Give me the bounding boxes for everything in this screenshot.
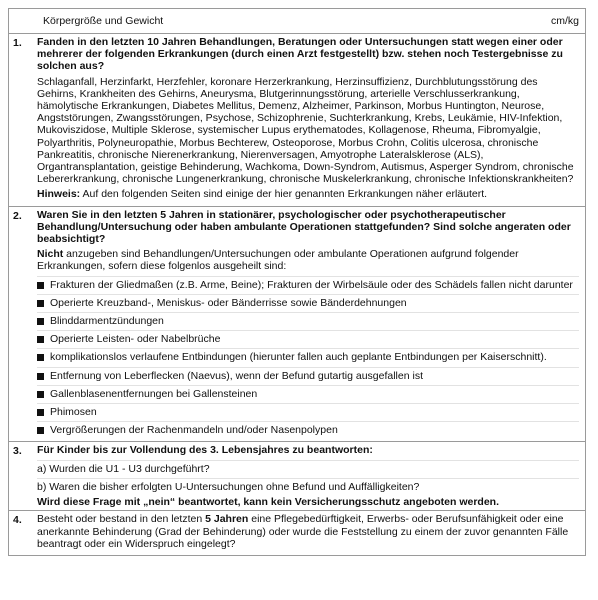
- bullet-square-icon: [37, 354, 44, 361]
- exclusion-list: [37, 276, 579, 440]
- list-item: komplikationslos verlaufene Entbindungen (hierunter fallen auch geplante Entbindungen per Kaiserschnitt).: [37, 348, 579, 366]
- bullet-square-icon: [37, 336, 44, 343]
- height-weight-row: [9, 9, 585, 34]
- question-4: [9, 511, 585, 555]
- exclusion-note-bold: Nicht: [37, 248, 64, 261]
- question-2: [9, 207, 585, 443]
- hint-paragraph: [37, 188, 579, 200]
- bullet-square-icon: [37, 282, 44, 289]
- bullet-square-icon: [37, 409, 44, 416]
- bullet-square-icon: [37, 427, 44, 434]
- list-item: Vergrößerungen der Rachenmandeln und/oder Nasenpolypen: [37, 421, 579, 439]
- list-item: Blinddarmentzündungen: [37, 312, 579, 330]
- question-1-number: 1.: [13, 37, 22, 49]
- question-4-text: Besteht oder bestand in den letzten 5 Jahren eine Pflegebedürftigkeit, Erwerbs- oder Berufsunfähigkeit oder eine anerkannte Behinderung (Grad der Behinderung) oder wurde die Feststellung zu einem der zuvor genannten Fälle beantragt oder ein Widerspruch eingelegt?: [37, 513, 569, 550]
- list-item: Entfernung von Leberflecken (Naevus), wenn der Befund gutartig ausgefallen ist: [37, 367, 579, 385]
- bullet-square-icon: [37, 391, 44, 398]
- question-1: [9, 34, 585, 207]
- question-3a: a) Wurden die U1 - U3 durchgeführt?: [37, 460, 579, 478]
- list-item: Operierte Kreuzband-, Meniskus- oder Bänderrisse sowie Bänderdehnungen: [37, 294, 579, 312]
- unit-label: cm/kg: [550, 15, 579, 27]
- question-4-number: 4.: [13, 514, 22, 527]
- bullet-square-icon: [37, 318, 44, 325]
- question-2-number: 2.: [13, 209, 22, 222]
- hint-text: Auf den folgenden Seiten sind einige der hier genannten Erkrankungen näher erläutert.: [80, 188, 488, 201]
- question-3-warning: Wird diese Frage mit „nein“ beantwortet, kann kein Versicherungsschutz angeboten werden.: [37, 496, 500, 509]
- list-item: Frakturen der Gliedmaßen (z.B. Arme, Beine); Frakturen der Wirbelsäule oder des Schädels fallen nicht darunter: [37, 276, 579, 294]
- question-2-text: Waren Sie in den letzten 5 Jahren in stationärer, psychologischer oder psychotherapeutischer Behandlung/Untersuchung oder haben ambulante Operationen stattgefunden? Sind solche angeraten oder beabsichtigt?: [37, 208, 571, 246]
- hint-label: Hinweis:: [37, 188, 81, 201]
- bullet-square-icon: [37, 373, 44, 380]
- exclusion-note: [37, 248, 579, 272]
- question-3b: b) Waren die bisher erfolgten U-Untersuchungen ohne Befund und Auffälligkeiten?: [37, 478, 579, 496]
- bullet-square-icon: [37, 300, 44, 307]
- exclusion-note-text: anzugeben sind Behandlungen/Untersuchungen oder ambulante Operationen aufgrund folgender Erkrankungen, sofern diese folgenlos ausgeheilt sind:: [37, 248, 519, 273]
- disease-list: Schlaganfall, Herzinfarkt, Herzfehler, koronare Herzerkrankung, Herzinsuffizienz, Durchblutungsstörung des Gehirns, Krankheiten des Gehirns, Aneurysma, Blutgerinnungsstörung, arterielle Verschlusserkrankung, hämolytische Erkrankungen, Diabetes Mellitus, Demenz, Alzheimer, Parkinson, Morbus Huntington, Neurose, Angststörungen, Zwangsstörungen, Psychose, Schizophrenie, Suchterkrankung, Krebs, Leukämie, HIV-Infektion, Mukoviszidose, Multiple Sklerose, systemischer Lupus erythematodes, Kollagenose, Rheuma, Fibromyalgie, Polyarthritis, Polyneuropathie, Morbus Bechterew, Osteoporose, Morbus Crohn, Colitis ulcerosa, chronische Pankreatitis, chronische Nierenerkrankung, Nierenversagen, Amyotrophe Lateralsklerose (ALS), Organtransplantation, geistige Behinderung, Wachkoma, Down-Syndrom, Autismus, Asperger Syndrom, chronische Lebererkrankung, chronische Lungenerkrankung, chronische Muskelerkrankung, chronische Infektionskrankheiten?: [37, 75, 574, 186]
- question-3-text: Für Kinder bis zur Vollendung des 3. Lebensjahres zu beantworten:: [37, 444, 373, 457]
- list-item: Phimosen: [37, 403, 579, 421]
- question-1-text: Fanden in den letzten 10 Jahren Behandlungen, Beratungen oder Untersuchungen statt wegen einer oder mehrerer der folgenden Erkrankungen (durch einen Arzt festgestellt) bzw. stehen noch Testergebnisse zu solchen aus?: [37, 36, 563, 73]
- question-3: [9, 442, 585, 511]
- list-item: Operierte Leisten- oder Nabelbrüche: [37, 330, 579, 348]
- height-weight-label: Körpergröße und Gewicht: [43, 15, 164, 27]
- health-questionnaire: [8, 8, 586, 556]
- question-3-number: 3.: [13, 445, 22, 458]
- list-item: Gallenblasenentfernungen bei Gallensteinen: [37, 385, 579, 403]
